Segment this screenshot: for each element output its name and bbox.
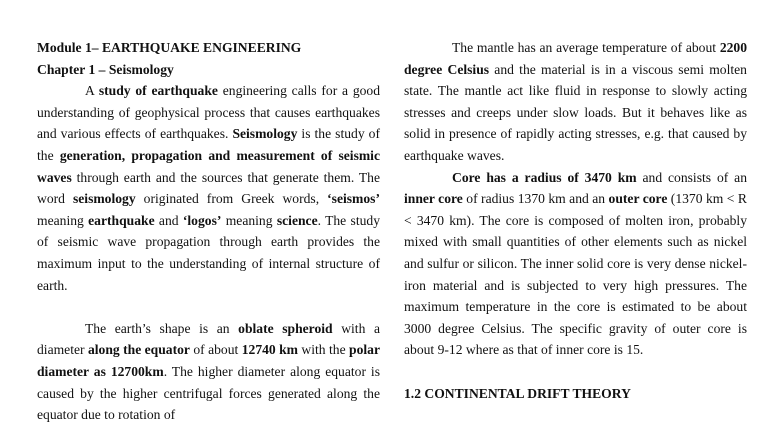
left-column [37,37,380,426]
paragraph-gap [37,296,380,318]
chapter-title: Chapter 1 – Seismology [37,61,174,77]
bold-run: science [276,212,318,228]
paragraph-mantle [404,37,747,167]
paragraph-gap [404,361,747,383]
text-run: meaning [37,212,89,228]
text-run: engineering calls for a good understanding of geophysical process that causes earthquakes and various effects of earthquakes. [37,83,381,142]
bold-run: inner core [404,191,463,207]
text-run: with the [298,342,350,358]
paragraph-core [404,167,747,361]
text-run: meaning [221,212,277,228]
bold-run: 2200 degree Celsius [404,40,747,77]
text-run: is the study of the [37,126,380,163]
bold-run: outer core [608,191,668,207]
bold-run: Seismology [232,126,298,142]
section-heading: 1.2 CONTINENTAL DRIFT THEORY [404,385,631,401]
bold-run: along the equator [87,342,190,358]
text-run: A [85,83,99,99]
text-run: and consists of an [636,169,747,185]
bold-run: generation, propagation and measurement of seismic waves [37,147,380,185]
text-run: The earth’s shape is an [85,320,239,336]
bold-run: 12740 km [241,342,298,358]
text-run: of radius 1370 km and an [462,191,609,207]
bold-run: ‘logos’ [182,212,222,228]
text-run: and the material is in a viscous semi molten state. The mantle act like fluid in response to slowly acting stresses and creeps under slow loads. But it behaves like as solid in presence of rapidly acting stresses, e.g. that caused by earthquake waves. [404,61,747,163]
bold-run: polar diameter as 12700km [37,342,380,379]
text-run: originated from Greek words, [135,191,328,207]
module-title: Module 1– EARTHQUAKE ENGINEERING [37,40,302,55]
paragraph-earth-shape [37,318,380,426]
text-run: and [154,212,183,228]
text-run: . The higher diameter along equator is caused by the higher centrifugal forces generated along the equator due to rotation of [37,363,380,423]
paragraph-seismology-intro [37,80,380,296]
right-column [404,37,747,404]
bold-run: oblate spheroid [238,320,333,336]
bold-run: ‘seismos’ [327,191,380,207]
bold-run: study of earthquake [98,83,218,99]
text-run: . The study of seismic wave propagation through earth provides the maximum input to the understanding of internal structure of earth. [37,212,380,293]
text-run: of about [189,342,242,358]
text-run: with a diameter [37,320,380,358]
bold-run: seismology [72,191,136,207]
text-run: (1370 km < R < 3470 km). The core is composed of molten iron, probably mixed with small quantities of other elements such as nickel and sulfur or silicon. The inner solid core is very dense nickel-iron material and is subjected to very high pressures. The maximum temperature in the core is estimated to be about 3000 degree Celsius. The specific gravity of outer core is about 9-12 where as that of inner core is 15. [404,191,747,358]
text-run: The mantle has an average temperature of about [452,40,720,55]
text-run: through earth and the sources that generate them. The word [37,169,380,207]
bold-run: earthquake [88,212,155,228]
bold-run: Core has a radius of 3470 km [452,169,637,185]
